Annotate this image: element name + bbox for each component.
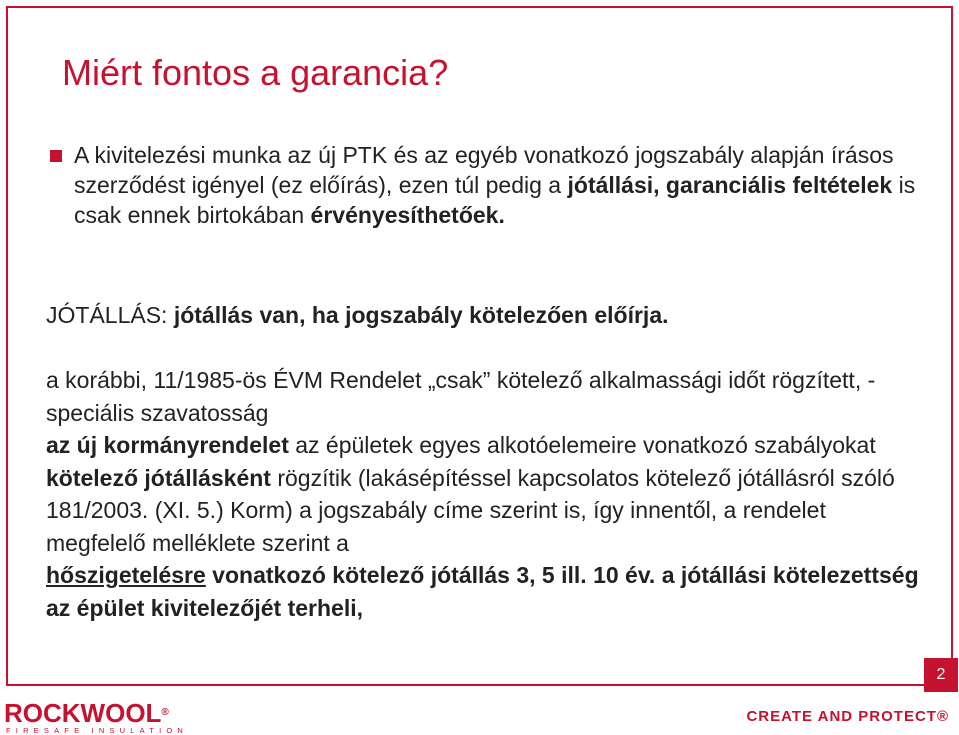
bullet-text-2: is csak ennek birtokában xyxy=(74,172,916,228)
body-text-1: a korábbi, 11/1985-ös ÉVM Rendelet „csak” kötelező alkalmassági időt rögzített, - speciális szavatosság xyxy=(46,367,876,426)
body-text-2: az épületek egyes alkotóelemeire vonatkozó szabályokat xyxy=(288,432,876,458)
bullet-bold-2: érvényesíthetőek. xyxy=(310,202,505,228)
body-bold-4: vonatkozó kötelező jótállás 3, 5 ill. 10 év. a jótállási kötelezettség az épület kivitelezőjét terheli, xyxy=(46,562,919,621)
rockwool-logo xyxy=(4,700,194,734)
page-number-badge: 2 xyxy=(924,658,958,692)
slide-title: Miért fontos a garancia? xyxy=(62,52,449,93)
jotallas-bold: jótállás van, ha jogszabály kötelezően előírja. xyxy=(173,302,669,328)
jotallas-label: JÓTÁLLÁS: xyxy=(46,302,174,328)
bullet-paragraph xyxy=(46,140,926,230)
logo-tagline: FIRESAFE INSULATION xyxy=(6,726,189,735)
body-bold-1: az új kormányrendelet xyxy=(46,432,289,458)
bullet-text-1: A kivitelezési munka az új PTK és az egyéb vonatkozó jogszabály alapján írásos szerződést igényel (ez előírás), ezen túl pedig a xyxy=(74,142,894,198)
logo-wordmark: ROCKWOOL xyxy=(4,698,162,728)
body-bold-2: kötelező jótállásként xyxy=(46,464,271,491)
body-text-3: rögzítik (lakásépítéssel kapcsolatos kötelező jótállásról szóló 181/2003. (XI. 5.) Korm) a jogszabály címe szerint is, így innentől, a rendelet megfelelő melléklete szerint a xyxy=(46,464,895,556)
jotallas-heading xyxy=(46,300,926,330)
bullet-square-icon xyxy=(50,150,62,162)
body-bold-underline: hőszigetelésre xyxy=(46,562,206,588)
body-paragraph xyxy=(46,364,926,624)
bullet-bold-1: jótállási, garanciális feltételek xyxy=(567,172,893,198)
logo-registered-mark: ® xyxy=(161,707,169,718)
slogan: CREATE AND PROTECT® xyxy=(746,708,949,725)
